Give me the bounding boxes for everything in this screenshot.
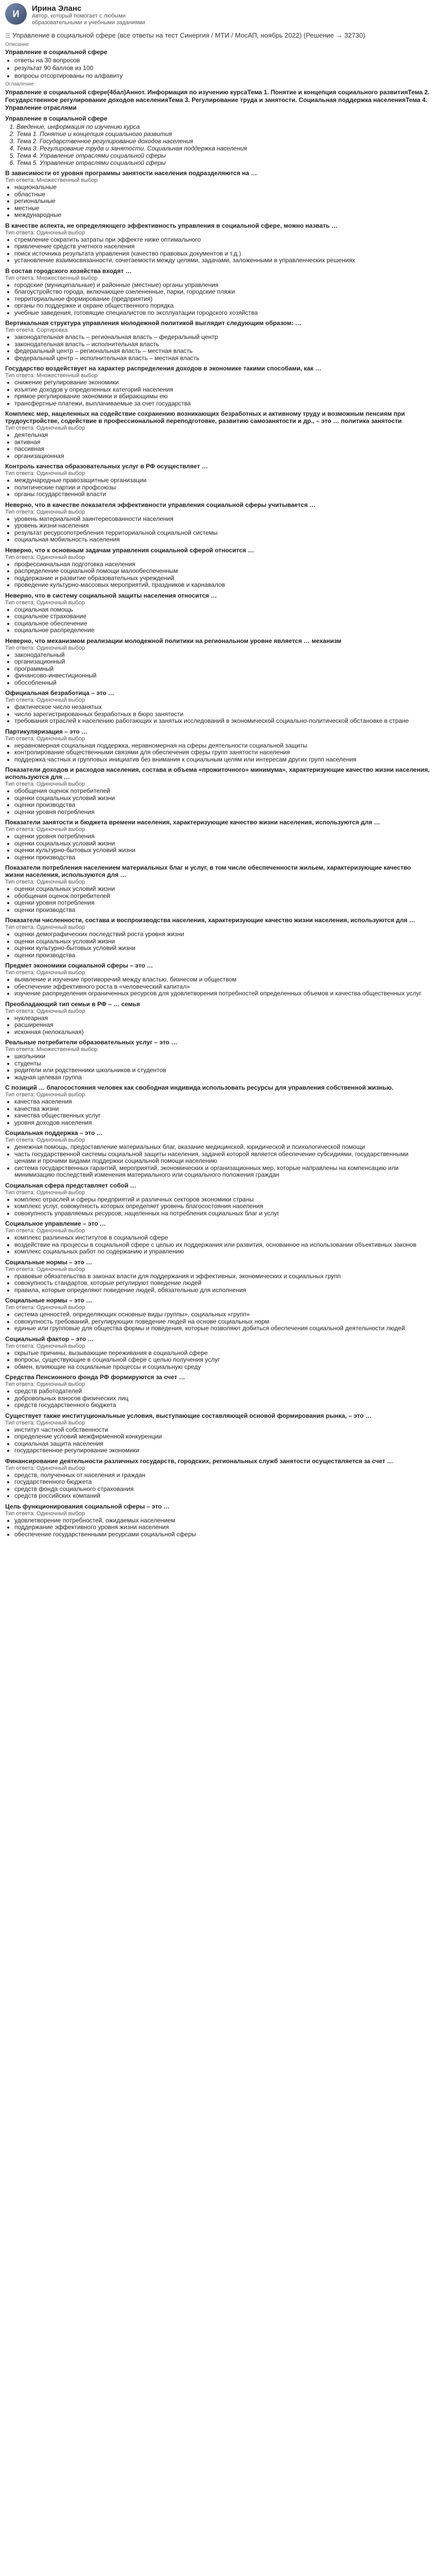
answer-option: • установление взаимосвязанности, сочетаемости между целями, задачами, заложенными в управленческих решениях — [14, 257, 431, 264]
answer-option: • институт частной собственности — [14, 1427, 431, 1434]
question-block — [5, 689, 431, 725]
question-type: Тип ответа: Одиночный выбор — [5, 1228, 85, 1234]
description-list — [5, 57, 431, 79]
answer-option: • международные — [14, 212, 431, 219]
answer-option: • обособленный — [14, 680, 431, 687]
answer-option: • профессиональная подготовка населения — [14, 561, 431, 568]
question-title: Показатели доходов и расходов населения, состава и объема «прожиточного» минимума», характеризующие качество жизни населения, используются для … — [5, 766, 430, 781]
question-title: В качестве аспекта, не определяющего эффективность управления в социальной сфере, можно назвать … — [5, 222, 338, 229]
answer-option: • социальное страхование — [14, 613, 431, 620]
question-block — [5, 365, 431, 407]
toc-item: 3. Тема 2. Государственное регулирование доходов населения — [16, 138, 431, 145]
answer-options — [5, 606, 431, 634]
answer-option: • национальные — [14, 184, 431, 191]
description-label: Описание — [5, 42, 29, 47]
answer-options — [5, 1517, 431, 1538]
answer-option: • распределение социальной помощи малообеспеченным — [14, 568, 431, 575]
answer-option: • комплекс услуг, совокупность которых определяет уровень благосостояния населения — [14, 1203, 431, 1210]
question-type: Тип ответа: Одиночный выбор — [5, 229, 85, 236]
answer-option: • оценки социальных условий жизни — [14, 795, 431, 802]
question-title: Показатели численности, состава и воспроизводства населения, характеризующие качество жизни населения, используются для … — [5, 917, 415, 924]
answer-option: • привлечение средств учетного населения — [14, 243, 431, 250]
question-type: Тип ответа: Одиночный выбор — [5, 1304, 85, 1311]
question-type: Тип ответа: Одиночный выбор — [5, 1137, 85, 1143]
question-block — [5, 1084, 431, 1126]
question-block — [5, 592, 431, 634]
answer-options — [5, 236, 431, 264]
answer-option: • оценки производства — [14, 802, 431, 809]
answer-options — [5, 1234, 431, 1256]
answer-option: • система государственных гарантий, мероприятий, экономических и организационных мер, которые направлены на компенсацию или минимизацию последствий изменения материального или социального положения граждан — [14, 1165, 431, 1179]
question-block — [5, 319, 431, 362]
answer-option: • оценки производства — [14, 952, 431, 959]
question-title: Социальные нормы – это … — [5, 1297, 92, 1304]
question-type: Тип ответа: Одиночный выбор — [5, 1189, 85, 1196]
answer-options — [5, 976, 431, 997]
answer-option: • политические партии и профсоюзы — [14, 484, 431, 492]
doc-icon: ☰ — [5, 32, 13, 39]
question-type: Тип ответа: Множественный выбор — [5, 177, 98, 183]
answer-option: • оценки культурно-бытовых условий жизни — [14, 847, 431, 854]
answer-option: • поддержание эффективного уровня жизни населения — [14, 1524, 431, 1531]
answer-options — [5, 1427, 431, 1454]
author-name[interactable]: Ирина Эланс — [32, 4, 82, 13]
question-block — [5, 1039, 431, 1081]
question-type: Тип ответа: Одиночный выбор — [5, 645, 85, 651]
answer-option: • законодательная власть – региональная власть – федеральный центр — [14, 334, 431, 341]
answer-option: • местные — [14, 205, 431, 212]
answer-option: • вопросы, существующие в социальной сфере с целью получения услуг — [14, 1357, 431, 1364]
answer-option: • добровольных взносов физических лиц — [14, 1395, 431, 1402]
question-block — [5, 1335, 431, 1371]
answer-option: • качества общественных услуг — [14, 1112, 431, 1120]
question-block — [5, 819, 431, 861]
answer-option: • оценки уровня потребления — [14, 900, 431, 907]
answer-option: • совокупность требований, регулирующих поведение людей на основе социальных норм — [14, 1318, 431, 1326]
question-type: Тип ответа: Одиночный выбор — [5, 425, 85, 431]
answer-option: • скрытые причины, вызывающие переживания в социальной сфере — [14, 1350, 431, 1357]
answer-option: • жадная целевая группа — [14, 1074, 431, 1081]
answer-options — [5, 1015, 431, 1036]
answer-option: • финансово-инвестиционный — [14, 672, 431, 680]
question-title: Реальные потребители образовательных услуг – это … — [5, 1039, 178, 1046]
answer-option: • поиск источника результата управления (качество правовых документов и т.д.) — [14, 250, 431, 258]
answer-option: • неравномерная социальная поддержка, неравномерная на сферы деятельности социальной защиты — [14, 742, 431, 750]
question-block — [5, 1220, 431, 1256]
question-title: В зависимости от уровня программы занятости населения подразделяются на … — [5, 170, 257, 177]
question-block — [5, 1259, 431, 1294]
question-title: Официальная безработица – это … — [5, 689, 115, 697]
question-type: Тип ответа: Одиночный выбор — [5, 1510, 85, 1517]
answer-option: • поддержание и развитие образовательных учреждений — [14, 575, 431, 582]
question-type: Тип ответа: Одиночный выбор — [5, 1381, 85, 1387]
answer-option: • законодательный — [14, 652, 431, 659]
answer-option: • уровень материальной заинтересованности населения — [14, 516, 431, 523]
answer-option: • федеральный центр – исполнительная власть – местная власть — [14, 355, 431, 362]
question-block — [5, 637, 431, 687]
answer-option: • система ценностей, определяющих основные виды группы», социальных «групп» — [14, 1311, 431, 1318]
answer-option: • комплекс различных институтов в социальной сфере — [14, 1234, 431, 1242]
answer-options — [5, 833, 431, 861]
answer-option: • федеральный центр – региональная власть – местная власть — [14, 348, 431, 355]
answer-option: • учебные заведения, готовящие специалистов по эксплуатации городского хозяйства — [14, 310, 431, 317]
answer-options — [5, 282, 431, 317]
question-block — [5, 1458, 431, 1500]
question-block — [5, 1503, 431, 1538]
question-title: В состав городского хозяйства входят … — [5, 267, 132, 275]
answer-option: • социальная мобильность населения — [14, 536, 431, 544]
question-title: Социальная поддержка – это … — [5, 1129, 103, 1137]
answer-option: • снижение регулирование экономики — [14, 379, 431, 386]
answer-option: • деятельная — [14, 432, 431, 439]
answer-option: • удовлетворение потребностей, ожидаемых населением — [14, 1517, 431, 1524]
answer-options — [5, 931, 431, 959]
question-type: Тип ответа: Одиночный выбор — [5, 735, 85, 742]
answer-option: • органы государственной власти — [14, 491, 431, 498]
answer-options — [5, 1196, 431, 1217]
question-type: Тип ответа: Множественный выбор — [5, 275, 98, 281]
answer-option: • социальное распределение — [14, 627, 431, 634]
answer-option: • оценки уровня потребления — [14, 809, 431, 816]
answer-options — [5, 1311, 431, 1332]
question-type: Тип ответа: Множественный выбор — [5, 1046, 98, 1053]
question-block — [5, 222, 431, 264]
toc-list — [5, 123, 431, 166]
avatar[interactable]: И — [5, 3, 27, 25]
answer-option: • организационный — [14, 658, 431, 666]
answer-option: • стремление сократить затраты при эффекте ниже оптимального — [14, 236, 431, 244]
question-type: Тип ответа: Одиночный выбор — [5, 1419, 85, 1426]
answer-option: • программный — [14, 666, 431, 673]
question-title: С позиций … благосостояния человек как свободная индивида использовать ресурсы для управления собственной жизнью. — [5, 1084, 394, 1091]
question-type: Тип ответа: Одиночный выбор — [5, 599, 85, 606]
answer-options — [5, 1472, 431, 1500]
answer-option: • число зарегистрированных безработных в бюро занятости — [14, 711, 431, 718]
question-type: Тип ответа: Одиночный выбор — [5, 470, 85, 477]
question-block — [5, 410, 431, 460]
question-block — [5, 917, 431, 959]
answer-option: • исконная (нелокальная) — [14, 1029, 431, 1036]
answer-option: • контролирование общественными связями для обеспечения сферы групп занятости населения — [14, 749, 431, 756]
question-title: Социальное управление – это … — [5, 1220, 106, 1227]
question-type: Тип ответа: Одиночный выбор — [5, 1465, 85, 1471]
question-title: Комплекс мер, нацеленных на содействие сохранению возникающих безработных и активному труду и возможным пенсиям при трудоустройстве, содействие в профессиональной переподготовке, развитию самозанятости и др., – это … политика занятости — [5, 410, 405, 425]
answer-option: • обмен, влияющие на социальные процессы и социальную среду — [14, 1364, 431, 1371]
answer-option: • оценки социальных условий жизни — [14, 886, 431, 893]
answer-option: • обобщения оценок потребителей — [14, 893, 431, 900]
answer-option: • фактическое число незанятых — [14, 704, 431, 711]
answer-options — [5, 1098, 431, 1126]
answer-option: • правовые обязательства в законах власти для поддержания и эффективных, экономических и социальных групп — [14, 1273, 431, 1280]
question-title: Партикуляризация – это … — [5, 727, 88, 735]
question-block — [5, 501, 431, 544]
answer-option: • активная — [14, 439, 431, 446]
answer-options — [5, 886, 431, 913]
answer-option: • прямое регулирование экономики и вбирающимы ею — [14, 393, 431, 400]
answer-option: • городские (муниципальные) и районные (местные) органы управления — [14, 282, 431, 289]
description-item: • ответы на 30 вопросов — [14, 57, 431, 64]
answer-option: • средств фонда социального страхования — [14, 1486, 431, 1493]
question-block — [5, 1297, 431, 1332]
post-title — [5, 31, 431, 40]
answer-options — [5, 561, 431, 589]
toc-title: Управление в социальной сфере — [5, 115, 108, 122]
question-block — [5, 1412, 431, 1454]
question-title: Неверно, что механизмом реализации молодежной политики на региональном уровне является … механизм — [5, 637, 342, 645]
answer-option: • средств государственного бюджета — [14, 1402, 431, 1409]
question-block — [5, 1129, 431, 1179]
answer-option: • международные правозащитные организации — [14, 477, 431, 484]
question-type: Тип ответа: Одиночный выбор — [5, 826, 85, 833]
answer-options — [5, 742, 431, 764]
toc-item: 4. Тема 3. Регулирование труда и занятости. Социальная поддержка населения — [16, 145, 431, 152]
answer-option: • единые или групповые для общества формы и поведения, которые позволяют добиться обеспечения социальной деятельности людей — [14, 1325, 431, 1332]
answer-option: • оценки производства — [14, 907, 431, 914]
question-type: Тип ответа: Одиночный выбор — [5, 1092, 85, 1098]
question-title: Неверно, что к основным задачам управления социальной сферой относится … — [5, 546, 254, 554]
question-title: Существует также институциональные условия, выступающие составляющей основой формирования рынка, – это … — [5, 1412, 372, 1419]
question-block — [5, 547, 431, 589]
answer-option: • средств работодателей — [14, 1388, 431, 1395]
answer-options — [5, 516, 431, 544]
answer-option: • уровня доходов населения — [14, 1120, 431, 1127]
question-block — [5, 1001, 431, 1036]
toc-item: 6. Тема 5. Управление отраслями социальной сферы — [16, 159, 431, 166]
answer-options — [5, 1273, 431, 1294]
intro-text: Управление в социальной сфере(4бал)Аннот. Информация по изучению курсаТема 1. Понятие и концепция социального развитияТема 2. Государственное регулирование доходов населенияТема 3. Регулирование труда и занятости. Социальная поддержка населенияТема 4. Управление отраслями — [5, 89, 430, 111]
answer-option: • часть государственной системы социальной защиты населения, задачей которой является обеспечение субсидиями, государственными ценами и прочими видами поддержки социальной помощи населению — [14, 1151, 431, 1165]
question-type: Тип ответа: Одиночный выбор — [5, 781, 85, 787]
toc-label: Оглавление — [5, 81, 34, 87]
question-type: Тип ответа: Одиночный выбор — [5, 697, 85, 703]
answer-option: • поддержка частных и групповых инициатив без внимания к социальным целям или интересам других групп населения — [14, 756, 431, 764]
answer-option: • выявление и изучение противоречий между властью, бизнесом и обществом — [14, 976, 431, 984]
answer-option: • оценки культурно-бытовых условий жизни — [14, 945, 431, 952]
question-title: Неверно, что в систему социальной защиты населения относится … — [5, 591, 217, 599]
question-title: Средства Пенсионного фонда РФ формируются за счет … — [5, 1374, 185, 1381]
answer-option: • оценки демографических последствий роста уровня жизни — [14, 931, 431, 938]
question-title: Финансирование деятельности различных государств, городских, региональных служб занятости осуществляется за счет … — [5, 1457, 393, 1465]
answer-options — [5, 1144, 431, 1179]
answer-options — [5, 788, 431, 816]
question-block — [5, 962, 431, 997]
answer-option: • определение условий межфирменной конкуренции — [14, 1433, 431, 1440]
answer-option: • студенты — [14, 1060, 431, 1067]
question-title: Цель функционирования социальной сферы – это … — [5, 1502, 170, 1510]
answer-option: • оценки уровня потребления — [14, 833, 431, 840]
answer-option: • комплекс социальных работ по содержанию и управлению — [14, 1248, 431, 1256]
answer-option: • изъятие доходов у определенных категорий населения — [14, 386, 431, 394]
question-block — [5, 1374, 431, 1409]
answer-option: • региональные — [14, 198, 431, 205]
answer-option: • пассивная — [14, 446, 431, 453]
answer-option: • школьники — [14, 1053, 431, 1060]
answer-options — [5, 652, 431, 687]
question-block — [5, 766, 431, 816]
description-item: • вопросы отсортированы по алфавиту — [14, 72, 431, 79]
question-block — [5, 864, 431, 913]
answer-options — [5, 1350, 431, 1371]
answer-option: • правила, которые определяют поведение людей, обязательные для исполнения — [14, 1287, 431, 1294]
answer-option: • совокупность стандартов, которые регулируют поведение людей — [14, 1280, 431, 1287]
answer-option: • благоустройство города, включающее озелененные, парки, городские пляжи — [14, 289, 431, 296]
question-title: Социальная сфера представляет собой … — [5, 1181, 136, 1189]
question-title: Вертикальная структура управления молодежной политикой выглядит следующим образом: … — [5, 319, 302, 327]
answer-option: • государственного бюджета — [14, 1479, 431, 1486]
question-title: Государство воздействует на характер распределения доходов в экономике такими способами, как … — [5, 365, 322, 372]
answer-option: • совокупность управляемых ресурсов, нацеленных на потребления социальных благ и услуг — [14, 1210, 431, 1217]
answer-option: • оценки производства — [14, 854, 431, 861]
answer-options — [5, 334, 431, 362]
answer-option: • оценки социальных условий жизни — [14, 840, 431, 848]
toc-item: 5. Тема 4. Управление отраслями социальной сферы — [16, 152, 431, 159]
description-item: • результат 90 баллов из 100 — [14, 64, 431, 72]
toc-item: 2. Тема 1. Понятие и концепция социального развития — [16, 130, 431, 138]
questions-list — [5, 170, 431, 1538]
answer-option: • областные — [14, 191, 431, 198]
answer-option: • организационная — [14, 453, 431, 460]
answer-option: • результат ресурсопотребления территориальной социальной системы — [14, 530, 431, 537]
answer-option: • обеспечение государственными ресурсами социальной сферы — [14, 1531, 431, 1538]
answer-options — [5, 704, 431, 725]
question-type: Тип ответа: Одиночный выбор — [5, 1343, 85, 1349]
question-type: Тип ответа: Одиночный выбор — [5, 1266, 85, 1273]
question-block — [5, 463, 431, 498]
answer-options — [5, 432, 431, 460]
answer-option: • социальная защита населения — [14, 1440, 431, 1448]
answer-options — [5, 1388, 431, 1409]
author-bio: Автор, который помогает с любыми образовательными и учебными заданиями — [32, 13, 145, 26]
question-title: Социальные нормы – это … — [5, 1258, 92, 1266]
answer-option: • расширенная — [14, 1022, 431, 1029]
post-title-text: Управление в социальной сфере (все ответы на тест Синергия / МТИ / МосАП, ноябрь 2022) (Решение → 32730) — [12, 31, 365, 39]
answer-option: • государственное регулирование экономики — [14, 1447, 431, 1454]
answer-options — [5, 477, 431, 498]
answer-options — [5, 379, 431, 407]
answer-option: • воздействие на процессы в социальной сфере с целью их поддержания или развития, основанное на использовании объективных законов — [14, 1242, 431, 1249]
answer-option: • законодательная власть – исполнительная власть — [14, 341, 431, 348]
question-type: Тип ответа: Одиночный выбор — [5, 924, 85, 930]
question-type: Тип ответа: Множественный выбор — [5, 372, 98, 379]
question-title: Предмет экономики социальной сферы – это … — [5, 962, 153, 969]
answer-options — [5, 184, 431, 219]
answer-option: • обобщения оценок потребителей — [14, 788, 431, 795]
question-type: Тип ответа: Одиночный выбор — [5, 509, 85, 515]
answer-option: • средств, полученных от населения и граждан — [14, 1472, 431, 1479]
toc-item: 1. Введение, информация по изучению курса — [16, 123, 431, 130]
answer-option: • обеспечение эффективного роста в «человеческий капитал» — [14, 984, 431, 991]
answer-option: • качества населения — [14, 1098, 431, 1106]
answer-option: • трансфертные платежи, выплачиваемые за счет государства — [14, 400, 431, 408]
question-title: Показатели потребления населением материальных благ и услуг, в том числе обеспеченности жильем, характеризующие качество жизни населения, используются для … — [5, 864, 411, 878]
question-type: Тип ответа: Сортировка — [5, 327, 68, 333]
question-block — [5, 267, 431, 317]
answer-option: • территориальное формирование (предприятия) — [14, 296, 431, 303]
question-title: Преобладающий тип семьи в РФ – … семья — [5, 1000, 141, 1008]
question-block — [5, 728, 431, 764]
question-block — [5, 170, 431, 219]
question-block — [5, 1182, 431, 1217]
answer-option: • родители или родственники школьников и студентов — [14, 1067, 431, 1074]
answer-option: • изучение распределения ограниченных ресурсов для удовлетворения потребностей определенных объемов и качества общественных услуг — [14, 990, 431, 997]
answer-option: • средств российских компаний — [14, 1493, 431, 1500]
answer-option: • нуклеарная — [14, 1015, 431, 1022]
question-title: Контроль качества образовательных услуг в РФ осуществляет … — [5, 463, 208, 470]
answer-option: • социальная помощь — [14, 606, 431, 614]
answer-option: • социальное обеспечение — [14, 620, 431, 628]
answer-option: • денежная помощь, предоставление материальных благ, оказание медицинской, юридической и психологической помощи — [14, 1144, 431, 1151]
question-type: Тип ответа: Одиночный выбор — [5, 970, 85, 976]
answer-option: • уровень жизни населения — [14, 522, 431, 530]
question-title: Показатели занятости и бюджета времени населения, характеризующие качество жизни населения, используются для … — [5, 819, 380, 826]
answer-options — [5, 1053, 431, 1081]
question-type: Тип ответа: Одиночный выбор — [5, 1008, 85, 1014]
author-profile — [5, 3, 431, 26]
question-type: Тип ответа: Одиночный выбор — [5, 879, 85, 885]
answer-option: • оценки социальных условий жизни — [14, 938, 431, 945]
answer-option: • качества жизни — [14, 1106, 431, 1113]
answer-option: • требования отраслей к населению работающих и занятых исследований в экономической социально-политической обстановке в стране — [14, 718, 431, 725]
description-title: Управление в социальной сфере — [5, 48, 108, 56]
answer-option: • комплекс отраслей и сферы предприятий и различных секторов экономики страны — [14, 1196, 431, 1204]
answer-option: • органы по поддержке и охране общественного порядка — [14, 302, 431, 310]
question-type: Тип ответа: Одиночный выбор — [5, 554, 85, 561]
question-title: Социальный фактор – это … — [5, 1335, 94, 1343]
answer-option: • проведение культурно-массовых мероприятий, праздников и карнавалов — [14, 582, 431, 589]
question-title: Неверно, что в качестве показателя эффективности управления социальной сферы учитывается … — [5, 501, 316, 509]
